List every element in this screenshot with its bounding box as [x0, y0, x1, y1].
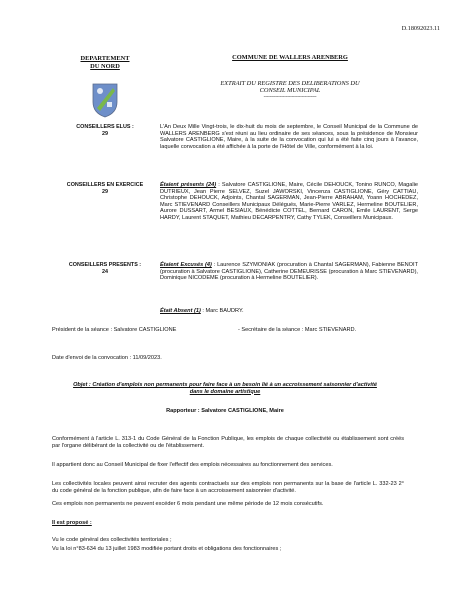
elus-label-block [50, 124, 160, 137]
object-line-2: dans le domaine artistique [189, 388, 261, 395]
session-secretary: - Secrétaire de la séance : Marc STIEVENARD. [238, 327, 357, 333]
absent-members-list: : Marc BAUDRY. [200, 308, 244, 314]
exercice-count: 29 [102, 188, 108, 195]
present-members-label: Étaient présents (24) [160, 182, 217, 188]
document-reference: D.18092023.11 [401, 25, 440, 32]
exercice-label: CONSEILLERS EN EXERCICE [66, 182, 144, 188]
excused-members-label: Étaient Excusés (4) [160, 262, 212, 268]
presents-label: CONSEILLERS PRESENTS : [68, 262, 142, 268]
extract-title-line-1: EXTRAIT DU REGISTRE DES DELIBERATIONS DU [220, 80, 360, 87]
excused-members-list: : Laurence SZYMONIAK (procuration à Chantal SAGERMAN), Fabienne BENOIT (procuration à Salvatore CASTIGLIONE), Catherine DEMEURISSE (procuration à Marc STIEVENARD), Dominique NICODEME (procuration à Hermeline BOUTELIER). [160, 262, 418, 282]
extract-title [195, 80, 385, 100]
legal-paragraph-4: Ces emplois non permanents ne peuvent excéder 6 mois pendant une même période de 12 mois consécutifs. [52, 501, 324, 507]
present-members-paragraph [160, 182, 418, 222]
proposal-heading: Il est proposé : [52, 520, 92, 526]
excused-members-paragraph [160, 262, 418, 282]
presents-count: 24 [102, 268, 108, 275]
extract-title-line-2: CONSEIL MUNICIPAL [259, 87, 321, 95]
absent-members-label: Était Absent (1) [160, 308, 201, 314]
rapporteur: Rapporteur : Salvatore CASTIGLIONE, Maire [166, 408, 284, 414]
deliberation-object [40, 382, 410, 395]
commune-heading: COMMUNE DE WALLERS ARENBERG [232, 54, 348, 61]
department-heading [60, 55, 150, 70]
present-members-list: : Salvatore CASTIGLIONE, Maire, Cécile DEHOUCK, Tonino RUNCO, Magalie DUTRIEUX, Jean Pierre SELVEZ, Suzel JAWORSKI, Vincenza CASTIGLIONE, Géry CATTIAU, Christophe DEHOUCK, Adjoints, Chantal SAGERMAN, Jean-Pierre ABRAHAM, Yoann HOCHEDEZ, Marc STIEVENARD Conseillers Municipaux Délégués, Marie-Pierre VARLEZ, Hermeline BOUTELIER, Aurore DUSSART, Armel BESIAUX, Bénédicte COTTEL, Bernard CARON, Emile LAURENT, Serge HARDY, Laurent STAQUET, Mathieu DECARPENTRY, Cathy TYLEK, Conseillers Municipaux. [160, 182, 419, 221]
legal-reference-1: Vu le code général des collectivités territoriales ; [52, 537, 172, 543]
presents-label-block [50, 262, 160, 275]
absent-members-paragraph [160, 308, 418, 315]
exercice-label-block [50, 182, 160, 195]
department-line-1: DEPARTEMENT [80, 55, 130, 62]
elus-count: 29 [102, 130, 108, 137]
legal-paragraph-2: Il appartient donc au Conseil Municipal de fixer l'effectif des emplois nécessaires au fonctionnement des services. [52, 462, 333, 468]
session-president: Président de la séance : Salvatore CASTIGLIONE [52, 327, 177, 333]
legal-paragraph-1: Conformément à l'article L. 313-1 du Code Général de la Fonction Publique, les emplois de chaque collectivité ou établissement sont créés par l'organe délibérant de la collectivité ou de l'établissement. [52, 436, 404, 449]
legal-paragraph-3: Les collectivités locales peuvent ainsi recruter des agents contractuels sur des emplois non permanents sur la base de l'article L. 332-23 2° du code général de la fonction publique, afin de faire face à un accroissement saisonnier d'activité. [52, 481, 404, 494]
elus-paragraph: L'An Deux Mille Vingt-trois, le dix-huit du mois de septembre, le Conseil Municipal de la Commune de WALLERS ARENBERG s'est réuni au lieu ordinaire de ses séances, sous la présidence de Monsieur Salvatore CASTIGLIONE, Maire, à la suite de la convocation qui lui a été faite cinq jours à l'avance, laquelle convocation a été affichée à la porte de l'Hôtel de Ville, conformément à la loi. [160, 124, 418, 150]
commune-crest-icon [91, 82, 119, 118]
legal-reference-2: Vu la loi n°83-634 du 13 juillet 1983 modifiée portant droits et obligations des fonctionnaires ; [52, 546, 282, 552]
elus-label: CONSEILLERS ELUS : [76, 124, 134, 130]
extract-title-rule: ------------------------------------ [263, 94, 317, 100]
convocation-date: Date d'envoi de la convocation : 11/09/2023. [52, 355, 162, 361]
department-line-2: DU NORD [90, 62, 120, 70]
object-line-1: Objet : Création d'emplois non permanents pour faire face à un besoin lié à un accroissement saisonnier d'activité [73, 382, 377, 388]
